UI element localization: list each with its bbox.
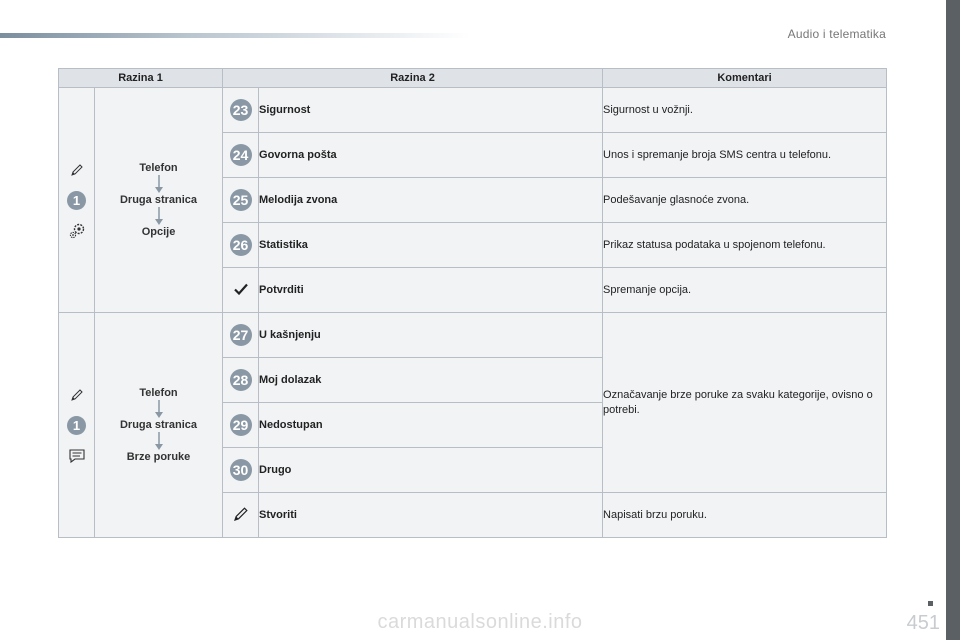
row-comment: Napisati brzu poruku. xyxy=(603,493,887,538)
table-row xyxy=(59,313,887,358)
path-step: Opcije xyxy=(141,225,176,238)
row-comment: Sigurnost u vožnji. xyxy=(603,88,887,133)
row-label: Nedostupan xyxy=(259,403,603,448)
table-header-row xyxy=(59,69,887,88)
row-comment: Podešavanje glasnoće zvona. xyxy=(603,178,887,223)
table-row xyxy=(59,88,887,133)
page-number: 451 xyxy=(906,612,940,634)
step-1-badge: 1 xyxy=(67,416,86,435)
step-badge: 24 xyxy=(230,144,252,166)
path-step: Druga stranica xyxy=(119,418,198,431)
step-badge: 29 xyxy=(230,414,252,436)
arrow-down-icon xyxy=(153,175,165,194)
group-1-icons xyxy=(59,88,95,313)
row-label: Sigurnost xyxy=(259,88,603,133)
row-label: U kašnjenju xyxy=(259,313,603,358)
settings-table xyxy=(58,68,887,538)
section-title: Audio i telematika xyxy=(787,27,886,41)
row-label: Potvrditi xyxy=(259,268,603,313)
path-step: Brze poruke xyxy=(126,450,191,463)
arrow-down-icon xyxy=(153,400,165,419)
pencil-icon xyxy=(66,384,88,406)
pencil-icon xyxy=(233,506,249,522)
row-comment: Spremanje opcija. xyxy=(603,268,887,313)
group-1-navigation-path xyxy=(95,88,223,313)
step-badge: 28 xyxy=(230,369,252,391)
message-bubble-icon xyxy=(66,445,88,467)
arrow-down-icon xyxy=(153,432,165,451)
step-badge: 23 xyxy=(230,99,252,121)
row-comment: Prikaz statusa podataka u spojenom telefonu. xyxy=(603,223,887,268)
path-step: Telefon xyxy=(139,161,178,174)
pencil-icon xyxy=(66,159,88,181)
watermark: carmanualsonline.info xyxy=(377,611,583,633)
page-marker xyxy=(928,601,933,606)
row-label: Moj dolazak xyxy=(259,358,603,403)
step-badge: 30 xyxy=(230,459,252,481)
column-header-level2: Razina 2 xyxy=(223,69,603,88)
checkmark-icon xyxy=(234,283,248,295)
row-label: Drugo xyxy=(259,448,603,493)
step-badge: 26 xyxy=(230,234,252,256)
settings-gear-icon xyxy=(66,220,88,242)
column-header-comments: Komentari xyxy=(603,69,887,88)
row-label: Govorna pošta xyxy=(259,133,603,178)
step-badge: 25 xyxy=(230,189,252,211)
arrow-down-icon xyxy=(153,207,165,226)
step-1-badge: 1 xyxy=(67,191,86,210)
row-comment: Unos i spremanje broja SMS centra u telefonu. xyxy=(603,133,887,178)
group-2-icons xyxy=(59,313,95,538)
row-label: Melodija zvona xyxy=(259,178,603,223)
path-step: Telefon xyxy=(139,386,178,399)
column-header-level1: Razina 1 xyxy=(59,69,223,88)
page-edge-strip xyxy=(946,0,960,640)
path-step: Druga stranica xyxy=(119,193,198,206)
row-label: Stvoriti xyxy=(259,493,603,538)
merged-comment: Označavanje brze poruke za svaku kategorije, ovisno o potrebi. xyxy=(603,313,887,493)
row-label: Statistika xyxy=(259,223,603,268)
step-badge: 27 xyxy=(230,324,252,346)
group-2-navigation-path xyxy=(95,313,223,538)
header-gradient-bar xyxy=(0,33,470,38)
